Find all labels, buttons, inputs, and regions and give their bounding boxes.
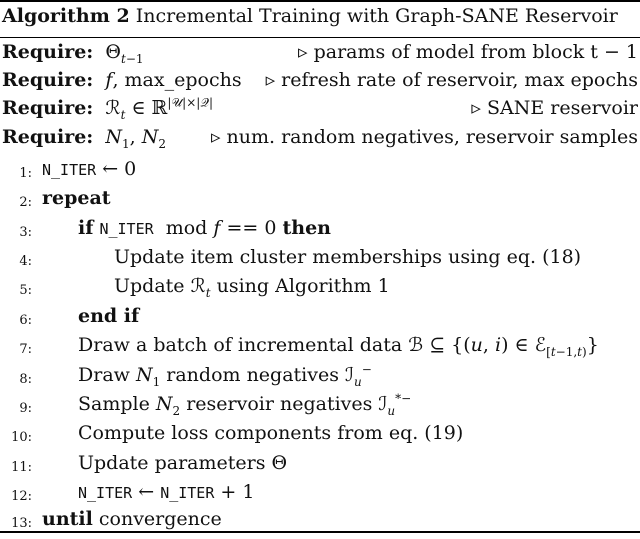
require-comment: ▹ SANE reservoir: [471, 97, 638, 119]
require-line: [0, 128, 640, 157]
algorithm-line: [0, 510, 640, 539]
require-expr: ℛ$_t$ ∈ ℝ$^{|𝒰|\times|𝒬|}$: [105, 95, 213, 122]
algorithm-caption: [0, 4, 640, 33]
line-number: 5:: [19, 283, 32, 298]
line-text: Update item cluster memberships using eq. (18): [114, 246, 582, 268]
require-line: [0, 95, 640, 128]
line-text: Draw $N_1$ random negatives ℐ$_u$−: [78, 362, 372, 389]
algorithm-line: [0, 248, 640, 277]
line-text: Update ℛ$_t$ using Algorithm 1: [114, 275, 390, 300]
line-text: until convergence: [42, 508, 222, 530]
line-number: 4:: [19, 254, 32, 269]
line-number: 3:: [19, 225, 32, 240]
algorithm-line: [0, 391, 640, 424]
line-number: 11:: [11, 460, 32, 475]
require-line: [0, 43, 640, 72]
caption-rule: [0, 37, 640, 38]
line-text: end if: [78, 305, 140, 327]
line-number: 2:: [19, 195, 32, 210]
require-line: [0, 71, 640, 100]
algorithm-line: [0, 277, 640, 306]
algorithm-line: [0, 219, 640, 248]
algorithm-line: [0, 189, 640, 218]
line-text: Draw a batch of incremental data ℬ ⊆ {(u, i) ∈ ℰ$_{[t-1,t)}$}: [78, 334, 599, 359]
require-expr: $\Theta_{t-1}$: [105, 41, 144, 66]
algorithm-line: [0, 424, 640, 453]
algorithm-line: [0, 336, 640, 365]
line-text: repeat: [42, 187, 111, 209]
line-number: 8:: [19, 372, 32, 387]
line-number: 10:: [11, 430, 32, 445]
top-rule: [0, 0, 640, 2]
require-expr: $N_1$, $N_2$: [105, 126, 167, 151]
require-comment: ▹ params of model from block t − 1: [298, 41, 638, 63]
line-number: 1:: [19, 166, 32, 181]
require-expr: f, max_epochs: [105, 69, 242, 91]
algorithm-line: [0, 362, 640, 395]
line-text: Sample $N_2$ reservoir negatives ℐ$_u$*−: [78, 391, 412, 418]
algorithm-line: [0, 307, 640, 336]
algorithm-line: [0, 160, 640, 189]
require-keyword: Require:: [2, 41, 94, 63]
line-number: 13:: [11, 516, 32, 531]
line-text: Update parameters Θ: [78, 452, 288, 474]
require-keyword: Require:: [2, 126, 94, 148]
line-number: 7:: [19, 342, 32, 357]
algorithm-line: [0, 454, 640, 483]
line-number: 6:: [19, 313, 32, 328]
line-number: 12:: [11, 489, 32, 504]
line-text: N_ITER ← N_ITER + 1: [78, 481, 255, 503]
require-keyword: Require:: [2, 97, 94, 119]
require-comment: ▹ num. random negatives, reservoir samples: [210, 126, 638, 148]
line-text: N_ITER ← 0: [42, 158, 137, 180]
line-number: 9:: [19, 401, 32, 416]
line-text: Compute loss components from eq. (19): [78, 422, 464, 444]
require-comment: ▹ refresh rate of reservoir, max epochs: [265, 69, 638, 91]
caption-label: Algorithm 2: [2, 5, 130, 27]
caption-title: Incremental Training with Graph-SANE Reservoir: [135, 5, 618, 27]
line-text: if N_ITER mod f == 0 then: [78, 217, 331, 239]
require-keyword: Require:: [2, 69, 94, 91]
